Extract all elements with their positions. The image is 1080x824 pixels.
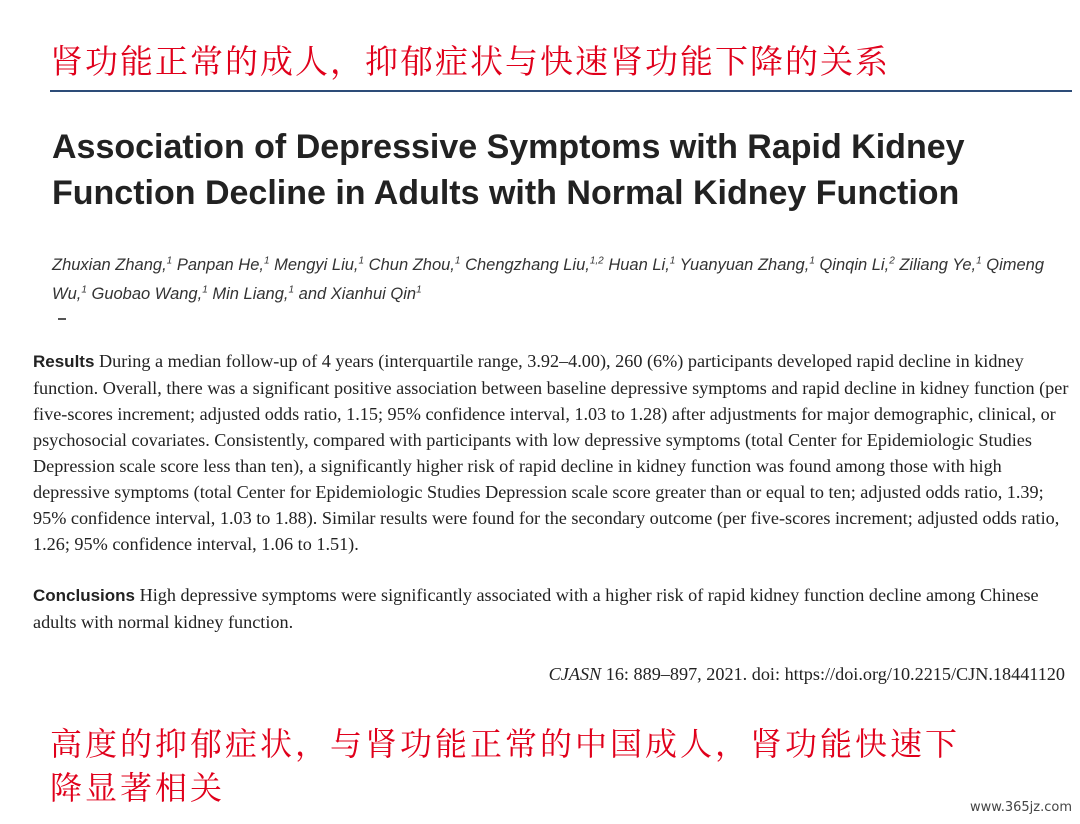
decorative-mark bbox=[58, 318, 66, 320]
author-name: and Xianhui Qin bbox=[298, 285, 417, 303]
author-name: Ziliang Ye, bbox=[899, 255, 977, 274]
author-affiliation: 1 bbox=[358, 255, 365, 266]
author-name: Guobao Wang, bbox=[91, 285, 203, 303]
conclusions-paragraph bbox=[33, 582, 1073, 635]
conclusions-text: High depressive symptoms were significantly associated with a higher risk of rapid kidney function decline among Chinese adults with normal kidney function. bbox=[33, 585, 1039, 632]
author-affiliation: 1 bbox=[81, 284, 87, 296]
author-name: Huan Li, bbox=[608, 255, 670, 274]
author-affiliation: 1 bbox=[263, 255, 270, 266]
author bbox=[177, 256, 270, 274]
author-name: Yuanyuan Zhang, bbox=[679, 255, 810, 274]
author-name: Zhuxian Zhang, bbox=[52, 255, 167, 274]
author-affiliation: 1 bbox=[976, 255, 982, 266]
author bbox=[299, 285, 422, 303]
author-affiliation: 1 bbox=[669, 255, 676, 266]
author-name: Chengzhang Liu, bbox=[465, 255, 590, 274]
chinese-title: 肾功能正常的成人，抑郁症状与快速肾功能下降的关系 bbox=[50, 42, 890, 81]
journal-name: CJASN bbox=[548, 664, 602, 684]
author bbox=[274, 256, 364, 274]
author-list bbox=[52, 248, 1062, 307]
author-name: Qinqin Li, bbox=[819, 255, 890, 274]
author-name: Chun Zhou, bbox=[368, 255, 455, 274]
author-affiliation: 1,2 bbox=[589, 255, 604, 266]
author bbox=[212, 285, 294, 303]
author bbox=[92, 285, 208, 303]
author-name: Panpan He, bbox=[176, 255, 264, 274]
author-name: Qimeng Wu, bbox=[52, 255, 1045, 303]
author-affiliation: 1 bbox=[416, 284, 422, 296]
author bbox=[608, 256, 675, 274]
author bbox=[369, 256, 461, 274]
header-divider bbox=[50, 90, 1072, 92]
results-text: During a median follow-up of 4 years (interquartile range, 3.92–4.00), 260 (6%) participants developed rapid decline in kidney function. Overall, there was a significant positive association between baseline depressive symptoms and rapid decline in kidney function (per five-scores increment; adjusted odds ratio, 1.15; 95% confidence interval, 1.03 to 1.28) after adjustments for major demographic, clinical, or psychosocial covariates. Consistently, compared with participants with low depressive symptoms (total Center for Epidemiologic Studies Depression scale score less than ten), a significantly higher risk of rapid decline in kidney function was found among those with high depressive symptoms (total Center for Epidemiologic Studies Depression scale score greater than or equal to ten; adjusted odds ratio, 1.39; 95% confidence interval, 1.03 to 1.88). Similar results were found for the secondary outcome (per five-scores increment; adjusted odds ratio, 1.26; 95% confidence interval, 1.06 to 1.51). bbox=[33, 351, 1069, 554]
abstract bbox=[33, 348, 1073, 635]
author-name: Mengyi Liu, bbox=[274, 255, 359, 274]
author bbox=[680, 256, 815, 274]
author bbox=[899, 256, 981, 274]
author bbox=[819, 256, 894, 274]
citation-details: 16: 889–897, 2021. doi: https://doi.org/10.2215/CJN.18441120 bbox=[605, 664, 1065, 684]
author-affiliation: 1 bbox=[454, 255, 461, 266]
author bbox=[52, 256, 172, 274]
conclusions-label: Conclusions bbox=[33, 586, 136, 605]
chinese-summary: 高度的抑郁症状，与肾功能正常的中国成人，肾功能快速下降显著相关 bbox=[50, 725, 961, 807]
article-title: Association of Depressive Symptoms with Rapid Kidney Function Decline in Adults with Normal Kidney Function bbox=[52, 128, 965, 212]
author bbox=[465, 256, 604, 274]
author-affiliation: 1 bbox=[809, 255, 815, 266]
citation bbox=[549, 664, 1065, 685]
results-label: Results bbox=[33, 352, 95, 371]
author-affiliation: 1 bbox=[202, 284, 208, 296]
author-affiliation: 1 bbox=[288, 284, 295, 296]
author-affiliation: 1 bbox=[166, 255, 173, 266]
author-name: Min Liang, bbox=[212, 285, 289, 303]
author-affiliation: 2 bbox=[889, 255, 895, 266]
watermark: www.365jz.com bbox=[970, 800, 1072, 815]
results-paragraph bbox=[33, 348, 1073, 557]
